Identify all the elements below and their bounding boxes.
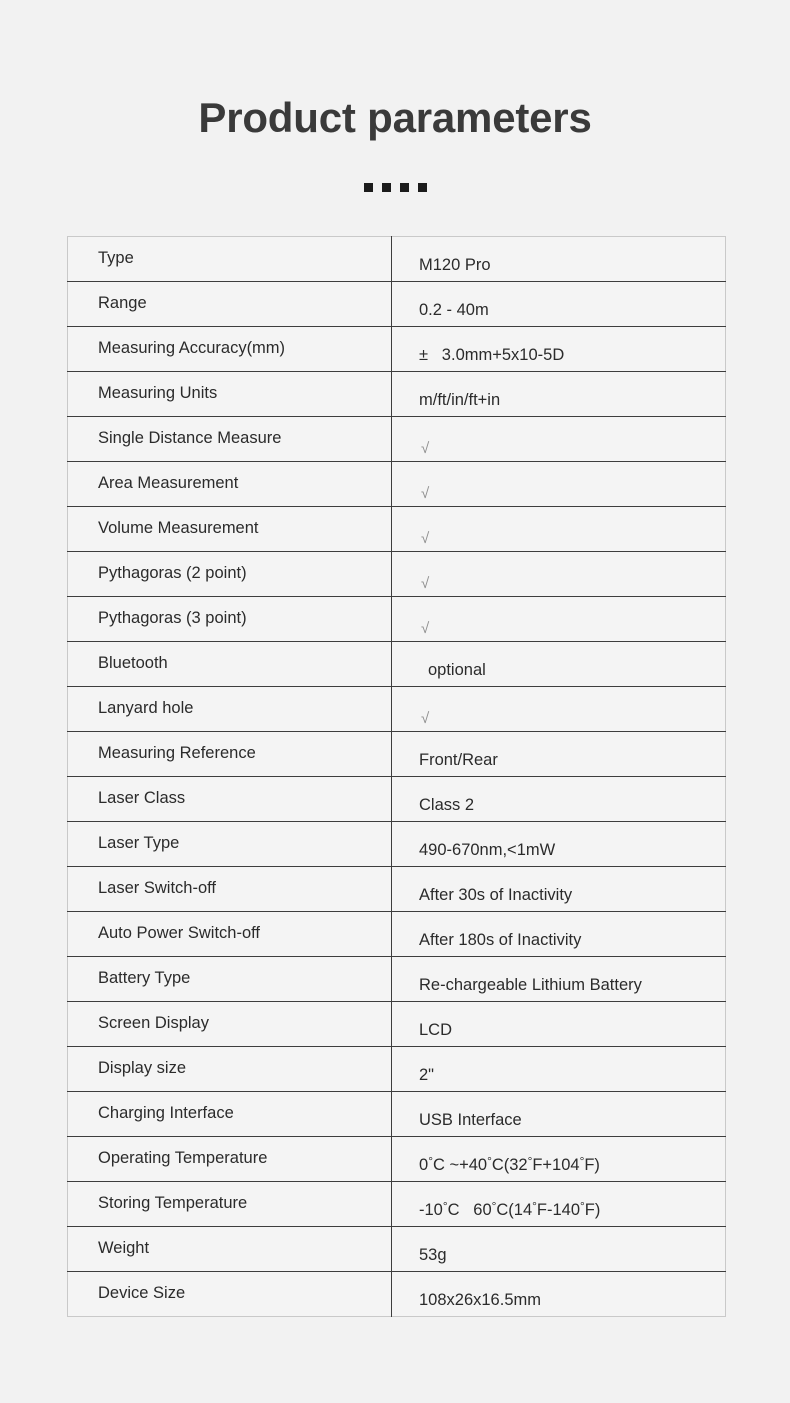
parameter-label: Single Distance Measure <box>98 429 282 448</box>
dot-icon <box>400 183 409 192</box>
table-row <box>68 552 726 597</box>
parameter-value-cell <box>392 1272 726 1317</box>
parameter-label: Area Measurement <box>98 474 239 493</box>
table-row <box>68 282 726 327</box>
table-row <box>68 912 726 957</box>
parameter-value-cell <box>392 237 726 282</box>
parameter-label-cell <box>68 1272 392 1317</box>
decorative-dots <box>0 183 790 192</box>
parameter-value: After 180s of Inactivity <box>419 931 582 950</box>
parameter-value-cell <box>392 597 726 642</box>
parameter-value-cell <box>392 417 726 462</box>
parameter-value-cell <box>392 1182 726 1227</box>
parameter-label-cell <box>68 867 392 912</box>
table-row <box>68 1227 726 1272</box>
parameter-value-cell <box>392 957 726 1002</box>
parameter-value: M120 Pro <box>419 256 491 275</box>
parameter-value: 490-670nm,<1mW <box>419 841 556 860</box>
table-row <box>68 957 726 1002</box>
page-header <box>0 0 790 192</box>
parameter-value: 0.2 - 40m <box>419 301 489 320</box>
parameter-value: 53g <box>419 1246 447 1265</box>
table-row <box>68 1047 726 1092</box>
checkmark-icon: √ <box>421 620 430 637</box>
parameter-value-cell <box>392 1092 726 1137</box>
parameter-value: Class 2 <box>419 796 475 815</box>
parameter-value-cell <box>392 1047 726 1092</box>
parameter-value: 2" <box>419 1066 435 1085</box>
parameter-label-cell <box>68 1182 392 1227</box>
parameter-label: Device Size <box>98 1284 186 1303</box>
parameter-label-cell <box>68 957 392 1002</box>
parameter-label-cell <box>68 1137 392 1182</box>
parameter-label: Weight <box>98 1239 150 1258</box>
parameter-label-cell <box>68 597 392 642</box>
parameter-label: Measuring Accuracy(mm) <box>98 339 286 358</box>
parameter-value-cell <box>392 822 726 867</box>
parameter-value-cell <box>392 867 726 912</box>
parameter-label: Operating Temperature <box>98 1149 268 1168</box>
parameter-value-cell <box>392 732 726 777</box>
dot-icon <box>382 183 391 192</box>
parameter-label: Laser Switch-off <box>98 879 216 898</box>
parameter-value: After 30s of Inactivity <box>419 886 573 905</box>
parameter-label-cell <box>68 1227 392 1272</box>
parameter-label: Type <box>98 249 134 268</box>
table-row <box>68 1272 726 1317</box>
parameter-label-cell <box>68 282 392 327</box>
table-body <box>68 237 726 1317</box>
checkmark-icon: √ <box>421 440 430 457</box>
table-row <box>68 822 726 867</box>
table-row <box>68 1002 726 1047</box>
table-row <box>68 372 726 417</box>
parameter-value: USB Interface <box>419 1111 522 1130</box>
parameter-label-cell <box>68 462 392 507</box>
parameter-label-cell <box>68 372 392 417</box>
parameter-label: Measuring Reference <box>98 744 256 763</box>
parameter-label-cell <box>68 687 392 732</box>
parameter-value-cell <box>392 1137 726 1182</box>
parameter-value-cell <box>392 462 726 507</box>
parameter-label-cell <box>68 1047 392 1092</box>
table-row <box>68 462 726 507</box>
table-row <box>68 642 726 687</box>
product-parameters-table <box>67 236 726 1317</box>
parameter-value-cell <box>392 1227 726 1272</box>
parameter-value-cell <box>392 552 726 597</box>
table-row <box>68 597 726 642</box>
parameter-label-cell <box>68 642 392 687</box>
parameter-value-cell <box>392 642 726 687</box>
parameter-label-cell <box>68 417 392 462</box>
parameter-value: ± 3.0mm+5x10-5D <box>419 346 565 365</box>
parameter-value: -10°C 60°C(14°F-140°F) <box>419 1199 601 1220</box>
parameter-value: 0°C ~+40°C(32°F+104°F) <box>419 1154 600 1175</box>
table-row <box>68 687 726 732</box>
parameter-value: 108x26x16.5mm <box>419 1291 541 1310</box>
table-row <box>68 507 726 552</box>
parameter-value-cell <box>392 327 726 372</box>
spec-table-container <box>0 236 790 1317</box>
parameter-value: Front/Rear <box>419 751 498 770</box>
parameter-value: LCD <box>419 1021 453 1040</box>
parameter-label-cell <box>68 912 392 957</box>
parameter-label: Lanyard hole <box>98 699 194 718</box>
table-row <box>68 1092 726 1137</box>
parameter-label: Charging Interface <box>98 1104 234 1123</box>
table-row <box>68 867 726 912</box>
parameter-label: Storing Temperature <box>98 1194 248 1213</box>
parameter-label: Pythagoras (2 point) <box>98 564 247 583</box>
parameter-label: Bluetooth <box>98 654 168 673</box>
parameter-label-cell <box>68 822 392 867</box>
parameter-value-cell <box>392 507 726 552</box>
table-row <box>68 777 726 822</box>
dot-icon <box>418 183 427 192</box>
parameter-label-cell <box>68 732 392 777</box>
parameter-label: Volume Measurement <box>98 519 259 538</box>
parameter-value-cell <box>392 1002 726 1047</box>
parameter-label-cell <box>68 552 392 597</box>
checkmark-icon: √ <box>421 710 430 727</box>
dot-icon <box>364 183 373 192</box>
table-row <box>68 1137 726 1182</box>
parameter-label-cell <box>68 237 392 282</box>
parameter-label: Pythagoras (3 point) <box>98 609 247 628</box>
parameter-label: Laser Class <box>98 789 186 808</box>
parameter-label-cell <box>68 1002 392 1047</box>
checkmark-icon: √ <box>421 575 430 592</box>
checkmark-icon: √ <box>421 530 430 547</box>
parameter-label-cell <box>68 777 392 822</box>
page-title: Product parameters <box>198 94 592 141</box>
parameter-value-cell <box>392 687 726 732</box>
table-row <box>68 327 726 372</box>
parameter-value-cell <box>392 777 726 822</box>
parameter-label: Screen Display <box>98 1014 209 1033</box>
parameter-label: Laser Type <box>98 834 180 853</box>
table-row <box>68 417 726 462</box>
parameter-value: optional <box>428 661 486 680</box>
parameter-value-cell <box>392 912 726 957</box>
parameter-label: Display size <box>98 1059 187 1078</box>
parameter-label: Measuring Units <box>98 384 218 403</box>
parameter-label-cell <box>68 507 392 552</box>
table-row <box>68 1182 726 1227</box>
parameter-label-cell <box>68 327 392 372</box>
parameter-value-cell <box>392 372 726 417</box>
table-row <box>68 732 726 777</box>
parameter-label: Auto Power Switch-off <box>98 924 261 943</box>
parameter-label: Battery Type <box>98 969 191 988</box>
parameter-label: Range <box>98 294 147 313</box>
parameter-value: m/ft/in/ft+in <box>419 391 501 410</box>
checkmark-icon: √ <box>421 485 430 502</box>
table-row <box>68 237 726 282</box>
parameter-value-cell <box>392 282 726 327</box>
parameter-value: Re-chargeable Lithium Battery <box>419 976 642 995</box>
parameter-label-cell <box>68 1092 392 1137</box>
